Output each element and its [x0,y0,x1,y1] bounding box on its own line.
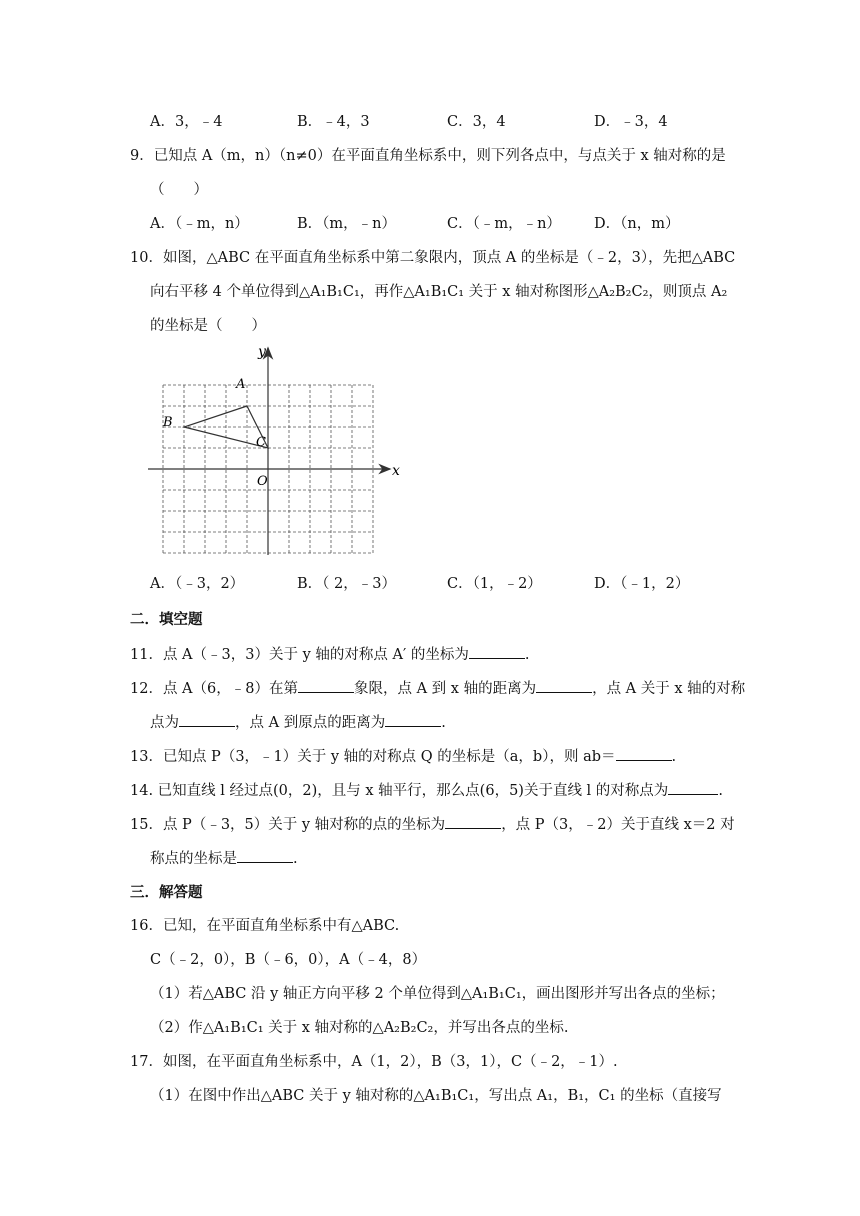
question-12-text: ，点 A 到原点的距离为 [235,715,386,731]
question-11-text: 11．点 A（﹣3，3）关于 y 轴的对称点 A′ 的坐标为 [130,647,469,663]
option-b: B．（ 2，﹣3） [297,576,396,592]
answer-blank[interactable] [536,677,592,693]
question-16-part2: （2）作△A₁B₁C₁ 关于 x 轴对称的△A₂B₂C₂，并写出各点的坐标. [150,1020,569,1036]
question-13-end: . [671,749,677,765]
point-a-label: A [236,377,246,392]
answer-blank[interactable] [668,779,718,795]
question-14 [130,779,723,801]
question-12-text: 象限，点 A 到 x 轴的距离为 [353,681,537,697]
option-b: B．﹣4，3 [297,114,370,130]
question-10-text: 10．如图，△ABC 在平面直角坐标系中第二象限内，顶点 A 的坐标是（﹣2，3），先把△ABC [130,250,736,266]
point-b-label: B [163,415,173,430]
option-c: C．（﹣m，﹣n） [447,216,561,232]
answer-blank[interactable] [469,643,525,659]
option-a: A．（﹣3，2） [150,576,245,592]
question-10-text-2: 向右平移 4 个单位得到△A₁B₁C₁，再作△A₁B₁C₁ 关于 x 轴对称图形△A₂B₂C₂，则顶点 A₂ [150,284,728,300]
option-d: D．（﹣1，2） [594,576,690,592]
question-16-part1: （1）若△ABC 沿 y 轴正方向平移 2 个单位得到△A₁B₁C₁，画出图形并写出各点的坐标； [150,986,725,1002]
question-13-text: 13．已知点 P（3，﹣1）关于 y 轴的对称点 Q 的坐标是（a，b），则 ab＝ [130,749,616,765]
question-12-line1 [130,677,745,699]
question-10-text-3: 的坐标是（ ） [150,318,266,334]
y-axis-label: y [258,344,266,360]
question-12-text: 点为 [150,715,179,731]
question-15-end: . [293,851,298,867]
question-14-end: . [718,783,723,799]
answer-blank[interactable] [179,711,235,727]
question-9-text: 9．已知点 A（m，n）（n≠0）在平面直角坐标系中，则下列各点中，与点关于 x 轴对称的是 [130,148,726,164]
option-c: C．3，4 [447,114,506,130]
option-a: A．3，﹣4 [150,114,223,130]
coordinate-grid-figure [140,340,405,560]
answer-blank[interactable] [616,745,672,761]
point-c-label: C [256,435,266,450]
question-16-coords: C（﹣2，0），B（﹣6，0），A（﹣4，8） [150,952,427,968]
question-11-end: . [524,647,530,663]
answer-blank[interactable] [445,813,501,829]
question-13 [130,745,676,767]
question-15-text: 称点的坐标是 [150,851,237,867]
question-15-line2 [150,847,298,869]
origin-label: O [257,474,268,489]
answer-blank[interactable] [298,677,354,693]
question-15-text: 15．点 P（﹣3，5）关于 y 轴对称的点的坐标为 [130,817,446,833]
question-17-part1: （1）在图中作出△ABC 关于 y 轴对称的△A₁B₁C₁，写出点 A₁，B₁，C₁ 的坐标（直接写 [150,1088,722,1104]
section-answer-title: 三．解答题 [130,884,203,901]
question-11 [130,643,529,665]
answer-blank[interactable] [237,847,293,863]
question-17-text: 17．如图，在平面直角坐标系中，A（1，2），B（3，1），C（﹣2，﹣1）. [130,1054,618,1070]
question-16-text: 16．已知，在平面直角坐标系中有△ABC. [130,918,400,934]
question-12-text: ，点 A 关于 x 轴的对称 [592,681,746,697]
question-12-line2 [150,711,446,733]
option-a: A．（﹣m，n） [150,216,249,232]
question-15-text: ，点 P（3，﹣2）关于直线 x＝2 对 [501,817,735,833]
answer-blank[interactable] [385,711,441,727]
question-12-text: . [441,715,446,731]
y-axis [264,348,272,555]
question-9-paren: （ ） [150,182,208,198]
section-fill-in-title: 二．填空题 [130,611,203,628]
option-c: C．（1，﹣2） [447,576,542,592]
question-14-text: 14. 已知直线 l 经过点(0，2)，且与 x 轴平行，那么点(6，5)关于直线 l 的对称点为 [130,783,669,799]
x-axis-label: x [392,463,400,479]
option-d: D．（n，m） [594,216,680,232]
option-d: D．﹣3，4 [594,114,668,130]
question-15-line1 [130,813,735,835]
question-12-text: 12．点 A（6，﹣8）在第 [130,681,298,697]
option-b: B．（m，﹣n） [297,216,396,232]
